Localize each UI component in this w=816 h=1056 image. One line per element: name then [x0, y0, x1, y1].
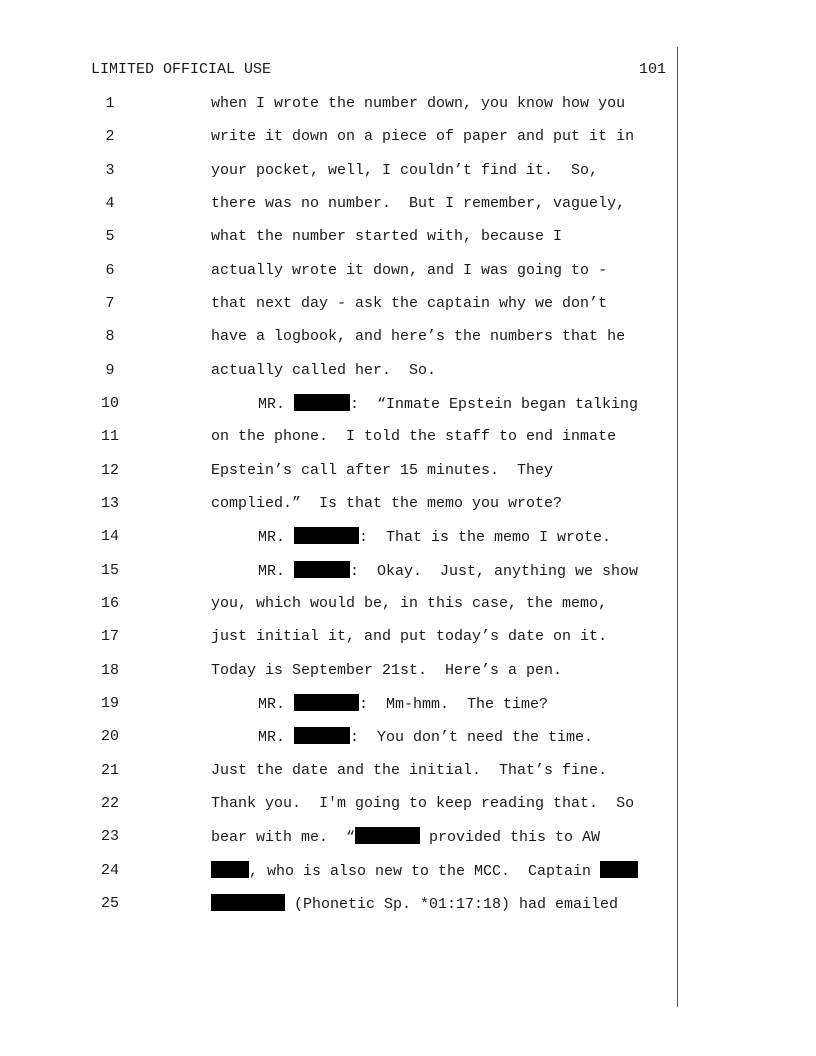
transcript-line — [0, 394, 816, 414]
line-text-segment: actually called her. So. — [211, 361, 437, 379]
line-text-segment: MR. — [258, 729, 295, 747]
line-text — [211, 794, 634, 814]
line-text-segment: there was no number. But I remember, vaguely, — [211, 194, 626, 212]
line-number: 17 — [100, 628, 119, 646]
line-number: 9 — [105, 361, 115, 379]
transcript-line — [0, 694, 816, 714]
line-text-segment: : You don’t need the time. — [350, 729, 594, 747]
line-number: 11 — [100, 428, 119, 446]
line-text-segment: , who is also new to the MCC. Captain — [249, 862, 601, 880]
line-text — [211, 294, 607, 314]
redaction-box — [355, 827, 420, 844]
line-text — [211, 827, 600, 848]
page-number: 101 — [639, 61, 667, 78]
line-number: 24 — [100, 861, 119, 879]
line-number: 1 — [105, 95, 115, 112]
transcript-line — [0, 627, 816, 647]
header-classification: LIMITED OFFICIAL USE — [91, 61, 272, 78]
line-text-segment: just initial it, and put today’s date on it. — [211, 628, 608, 646]
transcript-line — [0, 727, 816, 747]
line-text — [258, 527, 611, 548]
redaction-box — [211, 861, 249, 878]
line-text-segment: MR. — [258, 562, 295, 580]
transcript-line — [0, 261, 816, 281]
transcript-line — [0, 494, 816, 514]
transcript-line — [0, 461, 816, 481]
line-text-segment: MR. — [258, 395, 295, 413]
line-text — [211, 661, 562, 681]
line-number: 10 — [100, 394, 119, 412]
line-text-segment: : Okay. Just, anything we show — [350, 562, 639, 580]
line-text-segment: when I wrote the number down, you know how you — [211, 95, 626, 112]
line-text-segment: that next day - ask the captain why we don’t — [211, 294, 608, 312]
line-number: 2 — [105, 128, 115, 146]
line-number: 25 — [100, 894, 119, 912]
transcript-line — [0, 661, 816, 681]
line-text-segment: on the phone. I told the staff to end inmate — [211, 428, 617, 446]
transcript-line — [0, 861, 816, 881]
transcript-line — [0, 294, 816, 314]
line-number: 7 — [105, 294, 115, 312]
transcript-line — [0, 761, 816, 781]
line-number: 6 — [105, 261, 115, 279]
line-text — [211, 127, 634, 147]
line-text — [211, 327, 625, 347]
line-text — [211, 94, 625, 114]
line-text-segment: Epstein’s call after 15 minutes. They — [211, 461, 554, 479]
line-text — [211, 761, 607, 781]
line-number: 4 — [105, 194, 115, 212]
line-text-segment: Today is September 21st. Here’s a pen. — [211, 661, 563, 679]
transcript-line — [0, 94, 816, 114]
line-text — [211, 594, 607, 614]
line-text — [211, 861, 638, 882]
line-text-segment: what the number started with, because I — [211, 228, 563, 246]
line-text-segment: provided this to AW — [420, 829, 601, 847]
line-number: 12 — [100, 461, 119, 479]
redaction-box — [294, 394, 350, 411]
line-text — [258, 727, 593, 748]
line-text — [211, 361, 436, 381]
line-number: 22 — [100, 794, 119, 812]
redaction-box — [294, 694, 359, 711]
transcript-line — [0, 361, 816, 381]
line-text — [211, 161, 598, 181]
line-text — [211, 627, 607, 647]
line-text — [258, 394, 638, 415]
transcript-line — [0, 561, 816, 581]
transcript-line — [0, 327, 816, 347]
transcript-line — [0, 227, 816, 247]
line-text-segment: bear with me. “ — [211, 829, 356, 847]
line-text-segment: have a logbook, and here’s the numbers that he — [211, 328, 626, 346]
line-text — [211, 461, 553, 481]
transcript-line — [0, 594, 816, 614]
line-text-segment: Just the date and the initial. That’s fine. — [211, 761, 608, 779]
line-number: 20 — [100, 728, 119, 746]
line-number: 18 — [100, 661, 119, 679]
line-number: 5 — [105, 228, 115, 246]
line-number: 21 — [100, 761, 119, 779]
line-number: 15 — [100, 561, 119, 579]
redaction-box — [294, 527, 359, 544]
transcript-line — [0, 827, 816, 847]
redaction-box — [294, 561, 350, 578]
line-number: 16 — [100, 594, 119, 612]
redaction-box — [600, 861, 638, 878]
transcript-line — [0, 161, 816, 181]
line-number: 8 — [105, 328, 115, 346]
line-text-segment: MR. — [258, 695, 295, 713]
transcript-line — [0, 794, 816, 814]
line-number: 23 — [100, 828, 119, 846]
line-number: 13 — [100, 494, 119, 512]
line-text-segment: write it down on a piece of paper and put it in — [211, 128, 635, 146]
line-text — [211, 494, 562, 514]
line-text — [211, 227, 562, 247]
line-text-segment: : That is the memo I wrote. — [359, 529, 612, 547]
line-number: 19 — [100, 694, 119, 712]
line-text-segment: your pocket, well, I couldn’t find it. So, — [211, 161, 599, 179]
line-text-segment: Thank you. I'm going to keep reading that. So — [211, 794, 635, 812]
line-text-segment: (Phonetic Sp. *01:17:18) had emailed — [285, 895, 619, 913]
transcript-line — [0, 194, 816, 214]
line-text — [258, 694, 548, 715]
transcript-line — [0, 894, 816, 914]
transcript-line — [0, 127, 816, 147]
line-text — [211, 427, 616, 447]
transcript-line — [0, 527, 816, 547]
line-text-segment: : “Inmate Epstein began talking — [350, 395, 639, 413]
line-number: 14 — [100, 528, 119, 546]
line-text — [211, 894, 618, 915]
line-text-segment: : Mm-hmm. The time? — [359, 695, 549, 713]
redaction-box — [211, 894, 285, 911]
line-text-segment: MR. — [258, 529, 295, 547]
line-text-segment: complied.” Is that the memo you wrote? — [211, 494, 563, 512]
line-text-segment: you, which would be, in this case, the memo, — [211, 594, 608, 612]
redaction-box — [294, 727, 350, 744]
line-text — [211, 194, 625, 214]
line-text-segment: actually wrote it down, and I was going to - — [211, 261, 608, 279]
line-number: 3 — [105, 161, 115, 179]
line-text — [258, 561, 638, 582]
line-text — [211, 261, 607, 281]
transcript-line — [0, 427, 816, 447]
